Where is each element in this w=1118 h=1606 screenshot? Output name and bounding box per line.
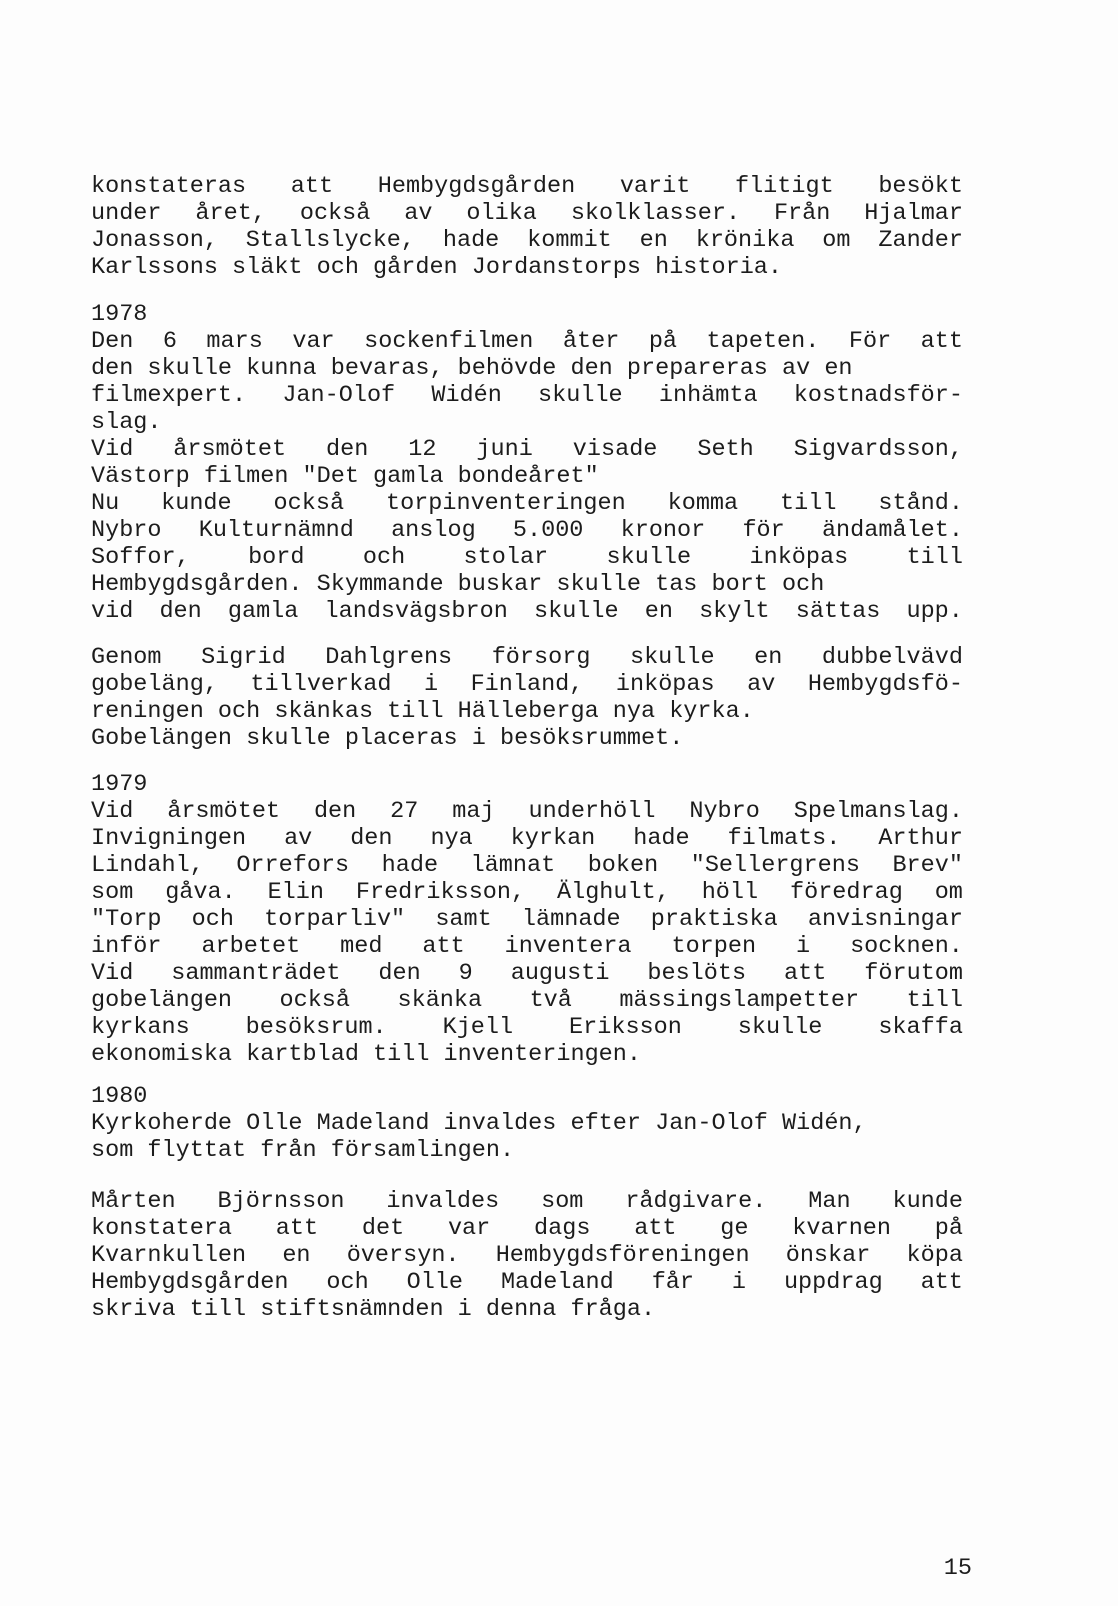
word: landsvägsbron: [324, 598, 508, 625]
word: skulle: [737, 1014, 823, 1041]
word: på: [934, 1215, 963, 1242]
word: försorg: [491, 644, 591, 671]
word: Orrefors: [236, 852, 350, 879]
word: Stallslycke,: [245, 227, 416, 254]
word: årsmötet: [173, 436, 287, 463]
word: Vid: [91, 960, 134, 987]
word: att: [634, 1215, 677, 1242]
word: samt: [435, 906, 492, 933]
word: Nybro: [91, 517, 162, 544]
word: Widén: [431, 382, 502, 409]
word: inhämta: [658, 382, 758, 409]
word: upp.: [906, 598, 963, 625]
text-line: skriva till stiftsnämnden i denna fråga.: [91, 1296, 656, 1323]
text-line: [91, 436, 963, 463]
word: den: [378, 960, 421, 987]
word: Soffor,: [91, 544, 190, 571]
word: Jonasson,: [91, 227, 218, 254]
word: den: [159, 598, 202, 625]
text-line: Kyrkoherde Olle Madeland invaldes efter Jan-Olof Widén,: [91, 1110, 867, 1137]
text-line: [91, 1014, 963, 1041]
word: Kjell: [442, 1014, 514, 1041]
word: den: [350, 825, 393, 852]
word: i: [796, 933, 811, 960]
word: sockenfilmen: [364, 328, 534, 355]
word: en: [639, 227, 668, 254]
word: stolar: [463, 544, 549, 571]
word: gobeläng,: [91, 671, 218, 698]
word: hade: [633, 825, 690, 852]
word: den: [326, 436, 369, 463]
word: Sigvardsson,: [793, 436, 963, 463]
word: Madeland: [500, 1269, 614, 1296]
word: skulle: [606, 544, 692, 571]
word: anslog: [391, 517, 476, 544]
word: 27: [390, 798, 419, 825]
word: Dahlgrens: [325, 644, 453, 671]
word: av: [404, 200, 433, 227]
word: till: [780, 490, 837, 517]
word: skolklasser.: [570, 200, 741, 227]
word: Zander: [878, 227, 963, 254]
word: rådgivare.: [625, 1188, 767, 1215]
paragraph-1980: [91, 1083, 963, 1164]
word: en: [754, 644, 783, 671]
word: dags: [534, 1215, 591, 1242]
word: var: [292, 328, 335, 355]
word: flitigt: [734, 173, 834, 200]
word: kyrkan: [510, 825, 596, 852]
word: Hembygdsgården: [91, 1269, 289, 1296]
word: juni: [476, 436, 533, 463]
word: nya: [430, 825, 473, 852]
word: och: [326, 1269, 369, 1296]
text-line: [91, 382, 963, 409]
word: att: [920, 1269, 963, 1296]
paragraph-1979: [91, 771, 963, 1068]
word: och: [191, 906, 234, 933]
text-line: 1980: [91, 1083, 148, 1110]
word: om: [934, 879, 963, 906]
word: Fredriksson,: [355, 879, 526, 906]
word: konstatera: [91, 1215, 233, 1242]
text-line: [91, 1269, 963, 1296]
text-line: [91, 852, 963, 879]
word: komma: [667, 490, 739, 517]
word: att: [422, 933, 465, 960]
word: Invigningen: [91, 825, 247, 852]
word: Sigrid: [201, 644, 286, 671]
word: Olle: [406, 1269, 464, 1296]
word: kostnadsför-: [793, 382, 963, 409]
paragraph-intro: [91, 173, 963, 281]
text-line: reningen och skänkas till Hälleberga nya kyrka.: [91, 698, 754, 725]
word: inköpas: [615, 671, 715, 698]
text-line: den skulle kunna bevaras, behövde den prepareras av en: [91, 355, 853, 382]
word: Brev": [892, 852, 963, 879]
word: 6: [162, 328, 177, 355]
word: Finland,: [470, 671, 584, 698]
word: året,: [195, 200, 266, 227]
word: augusti: [510, 960, 610, 987]
word: Elin: [267, 879, 324, 906]
word: Vid: [91, 798, 134, 825]
word: också: [299, 200, 371, 227]
word: Hjalmar: [864, 200, 963, 227]
word: dubbelvävd: [821, 644, 963, 671]
text-line: som flyttat från församlingen.: [91, 1137, 515, 1164]
word: maj: [452, 798, 495, 825]
word: torpinventeringen: [385, 490, 626, 517]
text-line: [91, 544, 963, 571]
word: varit: [619, 173, 691, 200]
word: sättas: [795, 598, 881, 625]
word: hade: [381, 852, 439, 879]
word: vid: [91, 598, 134, 625]
word: med: [340, 933, 383, 960]
word: på: [648, 328, 678, 355]
word: gamla: [227, 598, 299, 625]
word: till: [906, 544, 963, 571]
paragraph-radgivare: [91, 1188, 963, 1323]
word: av: [747, 671, 776, 698]
word: stånd.: [878, 490, 963, 517]
word: sammanträdet: [171, 960, 341, 987]
word: Björnsson: [217, 1188, 345, 1215]
text-line: [91, 960, 963, 987]
text-line: [91, 933, 963, 960]
word: ge: [720, 1215, 749, 1242]
word: att: [290, 173, 334, 200]
word: inventera: [504, 933, 632, 960]
word: ändamålet.: [821, 517, 963, 544]
text-line: [91, 671, 963, 698]
word: "Torp: [91, 906, 162, 933]
text-line: 1978: [91, 301, 148, 328]
word: olika: [466, 200, 537, 227]
text-line: [91, 173, 963, 200]
paragraph-gobelang: [91, 644, 963, 752]
word: anvisningar: [807, 906, 963, 933]
word: gåva.: [165, 879, 236, 906]
word: mässingslampetter: [619, 987, 860, 1014]
word: praktiska: [650, 906, 778, 933]
word: Jan-Olof: [282, 382, 396, 409]
word: filmexpert.: [91, 382, 247, 409]
word: Älghult,: [556, 879, 670, 906]
word: lämnade: [521, 906, 621, 933]
word: också: [279, 987, 351, 1014]
word: lämnat: [470, 852, 556, 879]
word: förutom: [864, 960, 963, 987]
text-line: Karlssons släkt och gården Jordanstorps historia.: [91, 254, 783, 281]
word: i: [731, 1269, 747, 1296]
word: tapeten.: [706, 328, 820, 355]
word: om: [822, 227, 851, 254]
word: att: [784, 960, 827, 987]
word: 12: [408, 436, 437, 463]
word: bord: [248, 544, 305, 571]
word: Kvarnkullen: [91, 1242, 247, 1269]
word: en: [644, 598, 673, 625]
word: inköpas: [749, 544, 849, 571]
word: skänka: [397, 987, 483, 1014]
text-line: [91, 644, 963, 671]
word: till: [906, 987, 963, 1014]
word: också: [273, 490, 345, 517]
word: torpen: [671, 933, 757, 960]
word: gobelängen: [91, 987, 233, 1014]
text-line: [91, 490, 963, 517]
word: som: [91, 879, 134, 906]
word: översyn.: [346, 1242, 460, 1269]
word: Den: [91, 328, 134, 355]
page-number: 15: [943, 1555, 972, 1582]
word: Hembygdsföreningen: [495, 1242, 750, 1269]
word: höll: [701, 879, 759, 906]
word: för: [742, 517, 785, 544]
text-line: Hembygdsgården. Skymmande buskar skulle tas bort och: [91, 571, 825, 598]
text-line: Gobelängen skulle placeras i besöksrummet.: [91, 725, 684, 752]
text-line: [91, 598, 963, 625]
word: att: [275, 1215, 319, 1242]
word: kommit: [527, 227, 612, 254]
text-line: [91, 798, 963, 825]
word: två: [529, 987, 572, 1014]
word: Nu: [91, 490, 120, 517]
word: Spelmanslag.: [793, 798, 963, 825]
word: boken: [587, 852, 659, 879]
word: 5.000: [512, 517, 584, 544]
word: tillverkad: [250, 671, 392, 698]
word: det: [361, 1215, 405, 1242]
word: "Sellergrens: [690, 852, 860, 879]
word: För: [848, 328, 892, 355]
word: åter: [562, 328, 620, 355]
word: skaffa: [878, 1014, 963, 1041]
paragraph-1978: [91, 301, 963, 625]
word: Från: [773, 200, 831, 227]
word: kunde: [892, 1188, 963, 1215]
word: Genom: [91, 644, 162, 671]
text-line: ekonomiska kartblad till inventeringen.: [91, 1041, 641, 1068]
word: köpa: [906, 1242, 963, 1269]
word: invaldes: [386, 1188, 500, 1215]
text-line: [91, 1188, 963, 1215]
text-line: 1979: [91, 771, 148, 798]
text-line: [91, 227, 963, 254]
word: kronor: [620, 517, 706, 544]
word: Vid: [91, 436, 134, 463]
word: som: [541, 1188, 584, 1215]
text-line: [91, 1242, 963, 1269]
word: kvarnen: [792, 1215, 891, 1242]
word: inför: [91, 933, 162, 960]
word: föredrag: [789, 879, 903, 906]
word: skylt: [699, 598, 770, 625]
word: beslöts: [647, 960, 747, 987]
word: skulle: [538, 382, 623, 409]
word: önskar: [785, 1242, 871, 1269]
word: Lindahl,: [91, 852, 204, 879]
text-line: [91, 906, 963, 933]
word: skulle: [533, 598, 619, 625]
word: att: [920, 328, 963, 355]
word: får: [651, 1269, 694, 1296]
word: Arthur: [878, 825, 963, 852]
word: Man: [808, 1188, 851, 1215]
word: krönika: [695, 227, 795, 254]
word: Hembygdsfö-: [807, 671, 963, 698]
word: besöksrum.: [245, 1014, 387, 1041]
word: i: [423, 671, 439, 698]
word: konstateras: [91, 173, 247, 200]
word: Seth: [697, 436, 754, 463]
text-line: [91, 879, 963, 906]
text-line: [91, 1215, 963, 1242]
word: var: [447, 1215, 491, 1242]
text-line: [91, 200, 963, 227]
word: en: [282, 1242, 311, 1269]
word: 9: [458, 960, 473, 987]
text-line: slag.: [91, 409, 162, 436]
word: Kulturnämnd: [198, 517, 354, 544]
word: socknen.: [850, 933, 963, 960]
text-line: [91, 825, 963, 852]
text-line: [91, 328, 963, 355]
word: Nybro: [689, 798, 760, 825]
word: mars: [206, 328, 263, 355]
word: arbetet: [201, 933, 301, 960]
word: filmats.: [727, 825, 841, 852]
text-line: [91, 517, 963, 544]
word: under: [91, 200, 162, 227]
word: torparliv": [264, 906, 406, 933]
word: årsmötet: [167, 798, 281, 825]
text-line: Västorp filmen "Det gamla bondeåret": [91, 463, 599, 490]
word: av: [284, 825, 313, 852]
word: Mårten: [91, 1188, 176, 1215]
word: skulle: [629, 644, 715, 671]
word: Hembygdsgården: [377, 173, 576, 200]
word: uppdrag: [783, 1269, 883, 1296]
word: den: [313, 798, 357, 825]
word: Eriksson: [569, 1014, 682, 1041]
word: kyrkans: [91, 1014, 190, 1041]
word: visade: [572, 436, 658, 463]
word: hade: [442, 227, 500, 254]
word: och: [362, 544, 406, 571]
word: besökt: [878, 173, 963, 200]
word: underhöll: [528, 798, 656, 825]
text-line: [91, 987, 963, 1014]
word: kunde: [161, 490, 232, 517]
